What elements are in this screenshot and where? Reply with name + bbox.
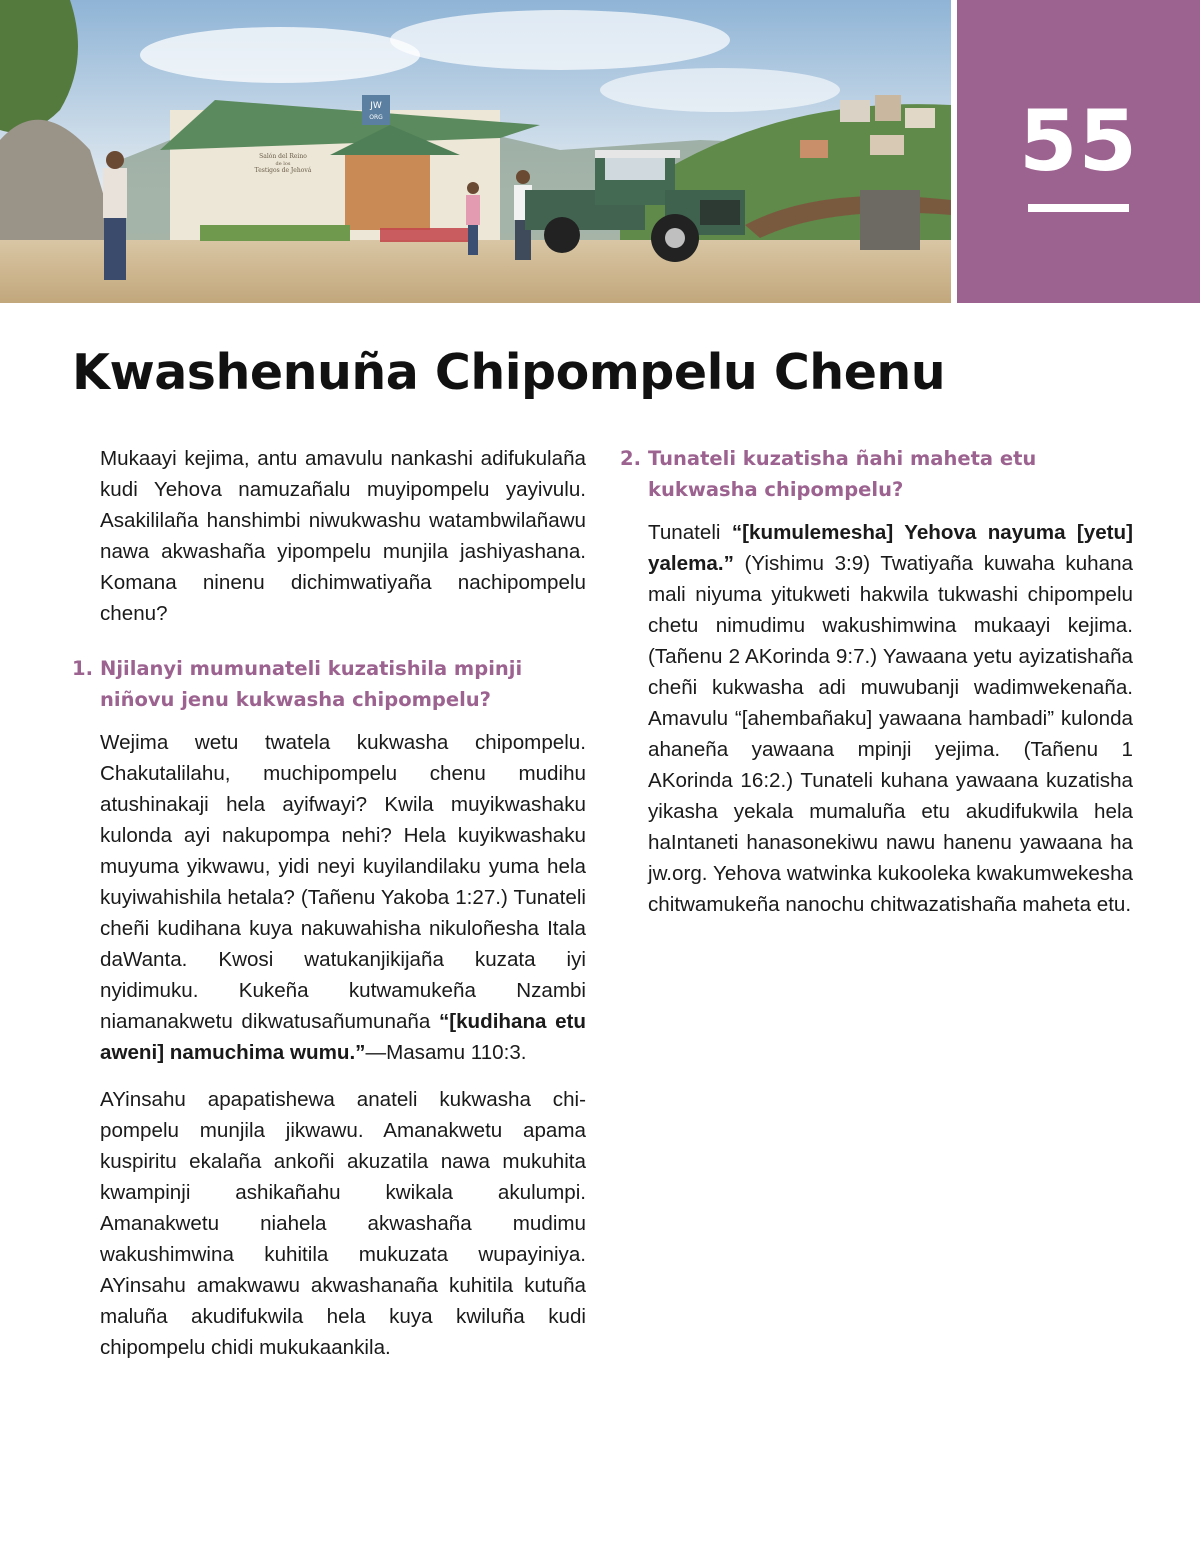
left-column	[72, 443, 586, 1379]
question-1-text: Njilanyi mumunateli kuzatishila mpinji niñovu jenu kukwasha chipompelu?	[100, 657, 523, 711]
section-1-paragraph-2: AYinsahu apapatishewa anateli kukwasha chipompelu munjila jikwawu. Amanakwetu apama kuspiritu ekalaña ankoñi akuzatila nawa mukuhita kwampinji ashikañahu kwikala akulumpi. Amanakwetu niahela akwashaña mudimu wakushimwina kuhitila mukuzata wupayiniya. AYinsahu amakwawu akwashanaña kuhitila kutuña maluña akudifukwila hela kuya kwiluña kudi chipompelu chidi mukukaankila.	[100, 1088, 586, 1359]
jw-sign-bottom: ORG	[369, 114, 383, 121]
lesson-number-underline	[1028, 204, 1129, 212]
lesson-number-badge	[957, 0, 1200, 303]
intro-paragraph: Mukaayi kejima, antu amavulu nankashi adifukulaña kudi Yehova namuzañalu muyipompelu yayivulu. Asakililaña hanshimbi niwukwashu watambwilañawu nawa akwashaña yipompelu munjila jashiyashana. Komana ninenu dichimwatiyaña nachipompelu chenu?	[100, 447, 586, 625]
jw-sign-top: JW	[370, 101, 382, 111]
section-1-p1-quote: “[kudihana etu aweni] namuchima wumu.”	[100, 1010, 586, 1064]
lesson-number: 55	[1019, 92, 1138, 190]
hall-sign-line-3: Testigos de Jehová	[254, 167, 312, 174]
right-column	[620, 443, 1133, 936]
section-2-paragraph-1	[648, 517, 1133, 920]
question-2-text: Tunateli kuzatisha ñahi maheta etu kukwasha chipompelu?	[648, 447, 1037, 501]
section-1-p1-reference: —Masamu 110:3.	[365, 1041, 527, 1064]
page-title: Kwashenuña Chipompelu Chenu	[72, 344, 946, 401]
section-2-p1-quote: “[kumulemesha] Yehova nayuma [yetu] yalema.”	[648, 521, 1133, 575]
question-1	[72, 653, 586, 715]
question-2-number: 2.	[620, 447, 641, 470]
section-1-p1-text: Wejima wetu twatela kukwasha chipompelu. Chakutalilahu, muchipompelu chenu mudihu atushinakaji hela ayifwayi? Kwila muyikwashaku kulonda ayi nakupompa nehi? Hela kuyikwashaku muyuma yikwawu, yidi neyi kuyilandilaku yuma hela kuyiwahishila hetala? (Tañenu Yakoba 1:27.) Tunateli cheñi kudihana kuya nakuwahisha nikuloñesha Itala daWanta. Kwosi watukanjikijaña kuzata iyi nyidimuku. Kukeña kutwamukeña Nzambi niamanakwetu dikwatusañumunaña	[100, 731, 586, 1033]
header-photo	[0, 0, 951, 303]
hall-sign-line-2: de los	[275, 161, 291, 167]
hall-sign-line-1: Salón del Reino	[259, 153, 307, 160]
section-2-p1-lead: Tunateli	[648, 521, 732, 544]
section-2-p1-text: (Yishimu 3:9) Twatiyaña kuwaha kuhana mali niyuma yitukweti hakwila tukwashi chipompelu chetu nimudimu wakushimwina mukaayi kejima. (Tañenu 2 AKorinda 9:7.) Yawaana yetu ayizatishaña cheñi kukwasha adi muwubanji wadimwekenaña. Amavulu “[ahembañaku] yawaana hambadi” kulonda ahaneña yawaana mpinji yejima. (Tañenu 1 AKorinda 16:2.) Tunateli kuhana yawaana kuzatisha yikasha yekala mumaluña etu akudifukwila hela haIntaneti hanasonekiwu nawu hanenu yawaana ha jw.org. Yehova watwinka kukooleka kwakumwekesha chitwamukeña nanochu chitwazatishaña maheta etu.	[648, 552, 1133, 916]
section-1-paragraph-1	[100, 727, 586, 1068]
question-2	[620, 443, 1133, 505]
question-1-number: 1.	[72, 657, 93, 680]
